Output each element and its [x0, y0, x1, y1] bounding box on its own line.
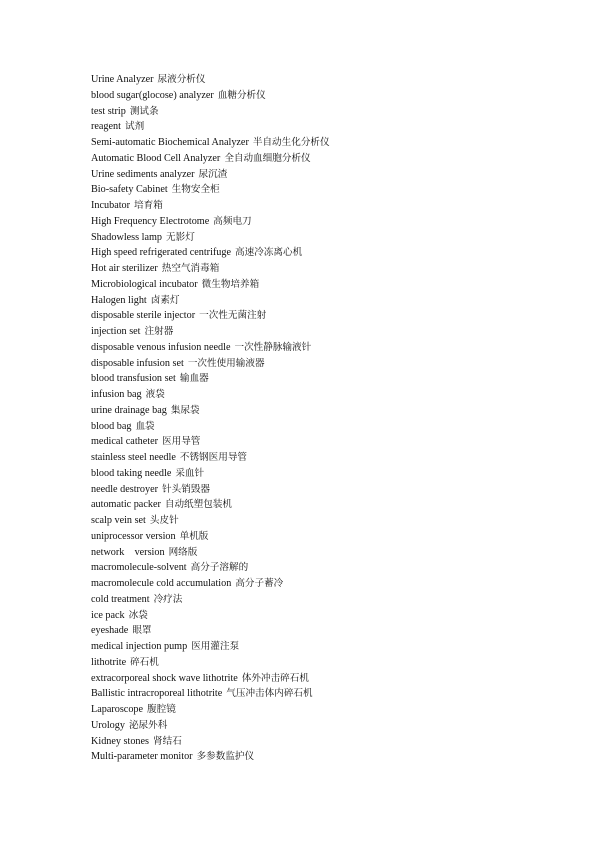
term-english: uniprocessor version: [91, 530, 176, 542]
term-chinese: 眼罩: [132, 625, 152, 637]
term-chinese: 一次性使用输液器: [187, 357, 265, 369]
term-chinese: 生物安全柜: [171, 184, 220, 196]
term-english: macromolecule cold accumulation: [91, 578, 232, 589]
glossary-entry: [91, 718, 330, 734]
term-chinese: 高分子溶解的: [190, 562, 249, 574]
glossary-entry: [91, 230, 330, 246]
term-chinese: 泌尿外科: [128, 719, 168, 731]
glossary-list: [91, 72, 330, 765]
glossary-entry: [91, 655, 330, 671]
term-english: test strip: [91, 105, 126, 117]
term-english: disposable infusion set: [91, 357, 184, 369]
glossary-entry: [91, 686, 330, 702]
glossary-entry: [91, 749, 330, 765]
term-english: lithotrite: [91, 656, 127, 668]
term-chinese: 血糖分析仪: [217, 89, 266, 101]
glossary-entry: [91, 198, 330, 214]
term-chinese: 碎石机: [130, 656, 159, 668]
glossary-entry: [91, 308, 330, 324]
term-english: Bio-safety Cabinet: [91, 184, 168, 196]
term-chinese: 无影灯: [166, 231, 195, 243]
term-english: Urine sediments analyzer: [91, 168, 195, 180]
term-english: blood bag: [91, 420, 132, 432]
term-chinese: 腹腔镜: [147, 704, 176, 715]
glossary-entry: [91, 419, 330, 435]
term-chinese: 气压冲击体内碎石机: [226, 688, 313, 700]
glossary-entry: [91, 513, 330, 529]
glossary-entry: [91, 356, 330, 372]
term-english: macromolecule-solvent: [91, 562, 187, 574]
term-chinese: 试剂: [124, 121, 145, 133]
term-chinese: 高速冷冻离心机: [235, 247, 303, 259]
term-chinese: 多参数监护仪: [196, 751, 255, 763]
term-chinese: 尿沉渣: [198, 168, 228, 180]
term-chinese: 液袋: [145, 389, 165, 400]
term-chinese: 热空气消毒箱: [161, 263, 220, 274]
glossary-entry: [91, 119, 330, 135]
glossary-entry: [91, 434, 330, 450]
glossary-entry: [91, 608, 330, 624]
term-english: medical injection pump: [91, 641, 188, 652]
term-chinese: 单机版: [179, 530, 209, 542]
glossary-entry: [91, 261, 330, 277]
term-chinese: 针头销毁器: [162, 483, 211, 495]
term-english: stainless steel needle: [91, 452, 176, 463]
glossary-entry: [91, 450, 330, 466]
term-chinese: 采血针: [175, 467, 205, 479]
glossary-entry: [91, 277, 330, 293]
glossary-entry: [91, 403, 330, 419]
term-chinese: 培育箱: [134, 200, 163, 211]
glossary-entry: [91, 151, 330, 167]
glossary-entry: [91, 104, 330, 120]
term-english: blood transfusion set: [91, 373, 176, 385]
term-english: Microbiological incubator: [91, 278, 198, 290]
term-chinese: 头皮针: [149, 515, 179, 526]
term-chinese: 不锈钢医用导管: [179, 452, 248, 463]
term-chinese: 注射器: [144, 326, 174, 337]
term-english: urine drainage bag: [91, 404, 167, 416]
glossary-entry: [91, 293, 330, 309]
glossary-entry: [91, 623, 330, 639]
term-english: Halogen light: [91, 294, 147, 306]
term-english: injection set: [91, 326, 141, 337]
term-chinese: 血袋: [135, 420, 155, 432]
term-english: Incubator: [91, 200, 131, 211]
glossary-entry: [91, 576, 330, 592]
glossary-entry: [91, 167, 330, 183]
term-english: Urology: [91, 719, 125, 731]
term-english: Hot air sterilizer: [91, 263, 158, 274]
term-english: Kidney stones: [91, 735, 150, 747]
term-chinese: 卤素灯: [150, 294, 180, 306]
term-english: disposable venous infusion needle: [91, 341, 231, 353]
glossary-entry: [91, 135, 330, 151]
term-english: Semi-automatic Biochemical Analyzer: [91, 137, 249, 148]
glossary-entry: [91, 72, 330, 88]
term-chinese: 集尿袋: [170, 404, 200, 416]
term-chinese: 微生物培养箱: [201, 278, 260, 290]
glossary-entry: [91, 702, 330, 718]
term-chinese: 自动纸塑包装机: [164, 499, 233, 511]
term-english: needle destroyer: [91, 483, 159, 495]
term-chinese: 高分子蓄冷: [235, 578, 284, 589]
term-english: Laparoscope: [91, 704, 144, 715]
term-english: blood taking needle: [91, 467, 172, 479]
term-english: Shadowless lamp: [91, 231, 163, 243]
glossary-entry: [91, 340, 330, 356]
term-chinese: 体外冲击碎石机: [241, 672, 309, 684]
glossary-entry: [91, 387, 330, 403]
term-chinese: 网络版: [168, 546, 198, 558]
term-english: ice pack: [91, 609, 125, 621]
term-chinese: 医用导管: [162, 436, 201, 448]
term-english: eyeshade: [91, 625, 129, 637]
term-english: scalp vein set: [91, 515, 146, 526]
term-english: infusion bag: [91, 389, 142, 400]
glossary-entry: [91, 529, 330, 545]
term-english: cold treatment: [91, 593, 150, 605]
term-english: Urine Analyzer: [91, 74, 154, 85]
term-chinese: 一次性静脉输液针: [234, 341, 312, 353]
term-chinese: 医用灌注泵: [191, 641, 240, 652]
glossary-entry: [91, 497, 330, 513]
term-english: network version: [91, 546, 165, 558]
term-english: High Frequency Electrotome: [91, 215, 210, 227]
term-english: Multi-parameter monitor: [91, 751, 193, 763]
glossary-entry: [91, 592, 330, 608]
term-english: automatic packer: [91, 499, 161, 511]
term-chinese: 冷疗法: [153, 593, 183, 605]
term-chinese: 测试条: [129, 105, 159, 117]
term-chinese: 冰袋: [128, 609, 148, 621]
glossary-entry: [91, 734, 330, 750]
glossary-entry: [91, 466, 330, 482]
glossary-entry: [91, 324, 330, 340]
term-chinese: 肾结石: [153, 735, 182, 747]
term-english: High speed refrigerated centrifuge: [91, 247, 232, 259]
glossary-entry: [91, 482, 330, 498]
glossary-entry: [91, 545, 330, 561]
term-chinese: 全自动血细胞分析仪: [224, 152, 311, 164]
glossary-entry: [91, 639, 330, 655]
term-chinese: 输血器: [179, 373, 209, 385]
term-english: disposable sterile injector: [91, 310, 196, 322]
term-chinese: 尿液分析仪: [157, 74, 206, 85]
term-chinese: 半自动生化分析仪: [252, 137, 330, 148]
term-english: extracorporeal shock wave lithotrite: [91, 672, 238, 684]
glossary-entry: [91, 182, 330, 198]
glossary-entry: [91, 560, 330, 576]
glossary-entry: [91, 214, 330, 230]
term-english: medical catheter: [91, 436, 159, 448]
term-english: blood sugar(glocose) analyzer: [91, 89, 214, 101]
term-chinese: 一次性无菌注射: [199, 310, 267, 322]
term-chinese: 高频电刀: [213, 215, 252, 227]
term-english: reagent: [91, 121, 121, 133]
glossary-entry: [91, 371, 330, 387]
glossary-entry: [91, 671, 330, 687]
term-english: Ballistic intracroporeal lithotrite: [91, 688, 223, 700]
glossary-entry: [91, 245, 330, 261]
glossary-entry: [91, 88, 330, 104]
term-english: Automatic Blood Cell Analyzer: [91, 152, 221, 164]
